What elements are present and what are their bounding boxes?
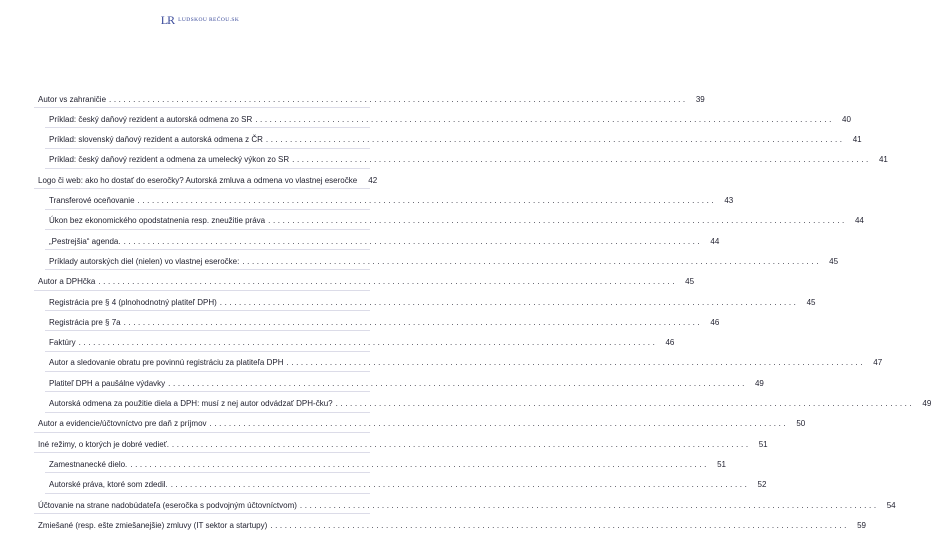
toc-leader-dots: ........................................................................................................................ — [219, 297, 799, 307]
toc-entry[interactable] — [0, 292, 816, 312]
toc-entry-title: Registrácia pre § 7a — [49, 317, 121, 327]
toc-entry-title: Autor a DPHčka — [38, 277, 96, 287]
toc-entry-title: Zamestnanecké dielo. — [49, 459, 128, 469]
toc-entry[interactable] — [0, 170, 400, 190]
toc-entry-title: Platiteľ DPH a paušálne výdavky — [49, 378, 166, 388]
toc-leader-dots: ........................................................................................................................ — [98, 277, 678, 287]
page-header — [0, 14, 400, 26]
toc-entry[interactable] — [0, 130, 862, 150]
toc-entry[interactable] — [0, 434, 768, 454]
toc-leader-dots: ........................................................................................................................ — [171, 439, 751, 449]
toc-entry-page-number: 46 — [665, 338, 675, 348]
toc-leader-dots: ........................................................................................................................ — [299, 500, 879, 510]
toc-entry-page-number: 45 — [685, 277, 695, 287]
toc-leader-dots: ........................................................................................................................ — [130, 459, 709, 469]
toc-entry-page-number: 47 — [873, 358, 883, 368]
toc-entry-page-number: 44 — [710, 236, 720, 246]
toc-entry[interactable] — [0, 475, 767, 495]
toc-entry[interactable] — [0, 312, 720, 332]
toc-entry-page-number: 51 — [717, 459, 726, 469]
toc-entry[interactable] — [0, 251, 839, 271]
toc-entry[interactable] — [0, 414, 806, 434]
toc-entry-page-number: 43 — [724, 196, 734, 205]
toc-entry[interactable] — [0, 353, 883, 373]
toc-entry-title: Logo či web: ako ho dostať do eseročky? Autorská zmluva a odmena vo vlastnej eseročke — [38, 175, 358, 185]
toc-entry-title: Autorská odmena za použitie diela a DPH: musí z nej autor odvádzať DPH-čku? — [49, 399, 333, 408]
toc-entry[interactable] — [0, 272, 695, 292]
toc-entry-page-number: 52 — [757, 480, 767, 490]
logo-mark: LR — [160, 13, 175, 27]
toc-leader-dots: ........................................................................................................................ — [242, 256, 822, 266]
toc-entry[interactable] — [0, 191, 734, 211]
toc-entry[interactable] — [0, 109, 851, 129]
toc-entry-page-number: 45 — [829, 256, 839, 266]
toc-leader-dots: ........................................................................................................................ — [170, 480, 750, 490]
toc-leader-dots: ........................................................................................................................ — [265, 135, 845, 145]
toc-leader-dots: ........................................................................................................................ — [209, 419, 789, 429]
toc-entry[interactable] — [0, 515, 866, 535]
toc-entry-title: Autor a sledovanie obratu pre povinnú registráciu za platiteľa DPH — [49, 358, 284, 368]
toc-entry-title: Autorské práva, ktoré som zdedil. — [49, 480, 168, 490]
toc-entry[interactable] — [0, 454, 726, 474]
toc-leader-dots: ........................................................................................................................ — [268, 216, 847, 226]
toc-entry-title: Úkon bez ekonomického opodstatnenia resp. zneužitie práva — [49, 216, 266, 226]
toc-entry[interactable] — [0, 231, 720, 251]
toc-entry-page-number: 42 — [368, 175, 378, 185]
toc-entry-page-number: 39 — [695, 94, 705, 104]
toc-entry[interactable] — [0, 394, 931, 414]
toc-entry-page-number: 51 — [758, 439, 768, 449]
toc-entry[interactable] — [0, 495, 896, 515]
toc-entry-page-number: 50 — [796, 419, 806, 429]
toc-entry[interactable] — [0, 333, 675, 353]
toc-leader-dots: ........................................................................................................................ — [292, 155, 871, 165]
toc-entry-page-number: 41 — [852, 135, 862, 145]
toc-leader-dots: ........................................................................................................................ — [335, 399, 915, 408]
toc-entry-page-number: 45 — [806, 297, 816, 307]
toc-entry[interactable] — [0, 211, 864, 231]
logo-text: LUDSKOU REČOU.SK — [178, 17, 240, 23]
toc-entry-title: Iné režimy, o ktorých je dobré vedieť. — [38, 439, 169, 449]
toc-entry-page-number: 46 — [710, 317, 720, 327]
toc-entry-title: Príklad: český daňový rezident a odmena za umelecký výkon zo SR — [49, 155, 290, 165]
toc-leader-dots: ........................................................................................................................ — [270, 520, 849, 530]
toc-entry-title: Autor vs zahraničie — [38, 94, 107, 104]
toc-entry[interactable] — [0, 89, 705, 109]
toc-entry-title: Príklady autorských diel (nielen) vo vlastnej eseročke: — [49, 256, 240, 266]
toc-entry-title: Transferové oceňovanie — [49, 196, 135, 205]
toc-entry-page-number: 41 — [878, 155, 888, 165]
toc-entry-page-number: 59 — [857, 520, 866, 530]
toc-leader-dots: ........................................................................................................................ — [123, 236, 703, 246]
toc-leader-dots: ........................................................................................................................ — [255, 114, 834, 124]
toc-entry-title: Faktúry — [49, 338, 76, 348]
toc-leader-dots: ........................................................................................................................ — [109, 94, 688, 104]
toc-entry-title: Autor a evidencie/účtovníctvo pre daň z príjmov — [38, 419, 207, 429]
toc-entry-title: Príklad: slovenský daňový rezident a autorská odmena z ČR — [49, 135, 263, 145]
toc-leader-dots: ........................................................................................................................ — [78, 338, 658, 348]
toc-entry-page-number: 44 — [854, 216, 864, 226]
toc-entry-title: „Pestrejšia“ agenda. — [49, 236, 121, 246]
toc-leader-dots: ........................................................................................................................ — [168, 378, 747, 388]
toc-entry-page-number: 49 — [922, 399, 931, 408]
toc-entry-title: Účtovanie na strane nadobúdateľa (eseročka s podvojným účtovníctvom) — [38, 500, 297, 510]
toc-entry[interactable] — [0, 150, 888, 170]
toc-leader-dots: ........................................................................................................................ — [137, 196, 717, 205]
toc-entry-page-number: 49 — [754, 378, 764, 388]
toc-entry-page-number: 40 — [842, 114, 851, 124]
toc-entry-page-number: 54 — [886, 500, 896, 510]
toc-leader-dots: ........................................................................................................................ — [123, 317, 703, 327]
toc-entry-title: Príklad: český daňový rezident a autorská odmena zo SR — [49, 114, 253, 124]
toc-entry-title: Zmiešané (resp. ešte zmiešanejšie) zmluvy (IT sektor a startupy) — [38, 520, 268, 530]
toc-entry[interactable] — [0, 373, 764, 393]
toc-leader-dots: ........................................................................................................................ — [286, 358, 866, 368]
toc-entry-title: Registrácia pre § 4 (plnohodnotný platiteľ DPH) — [49, 297, 217, 307]
